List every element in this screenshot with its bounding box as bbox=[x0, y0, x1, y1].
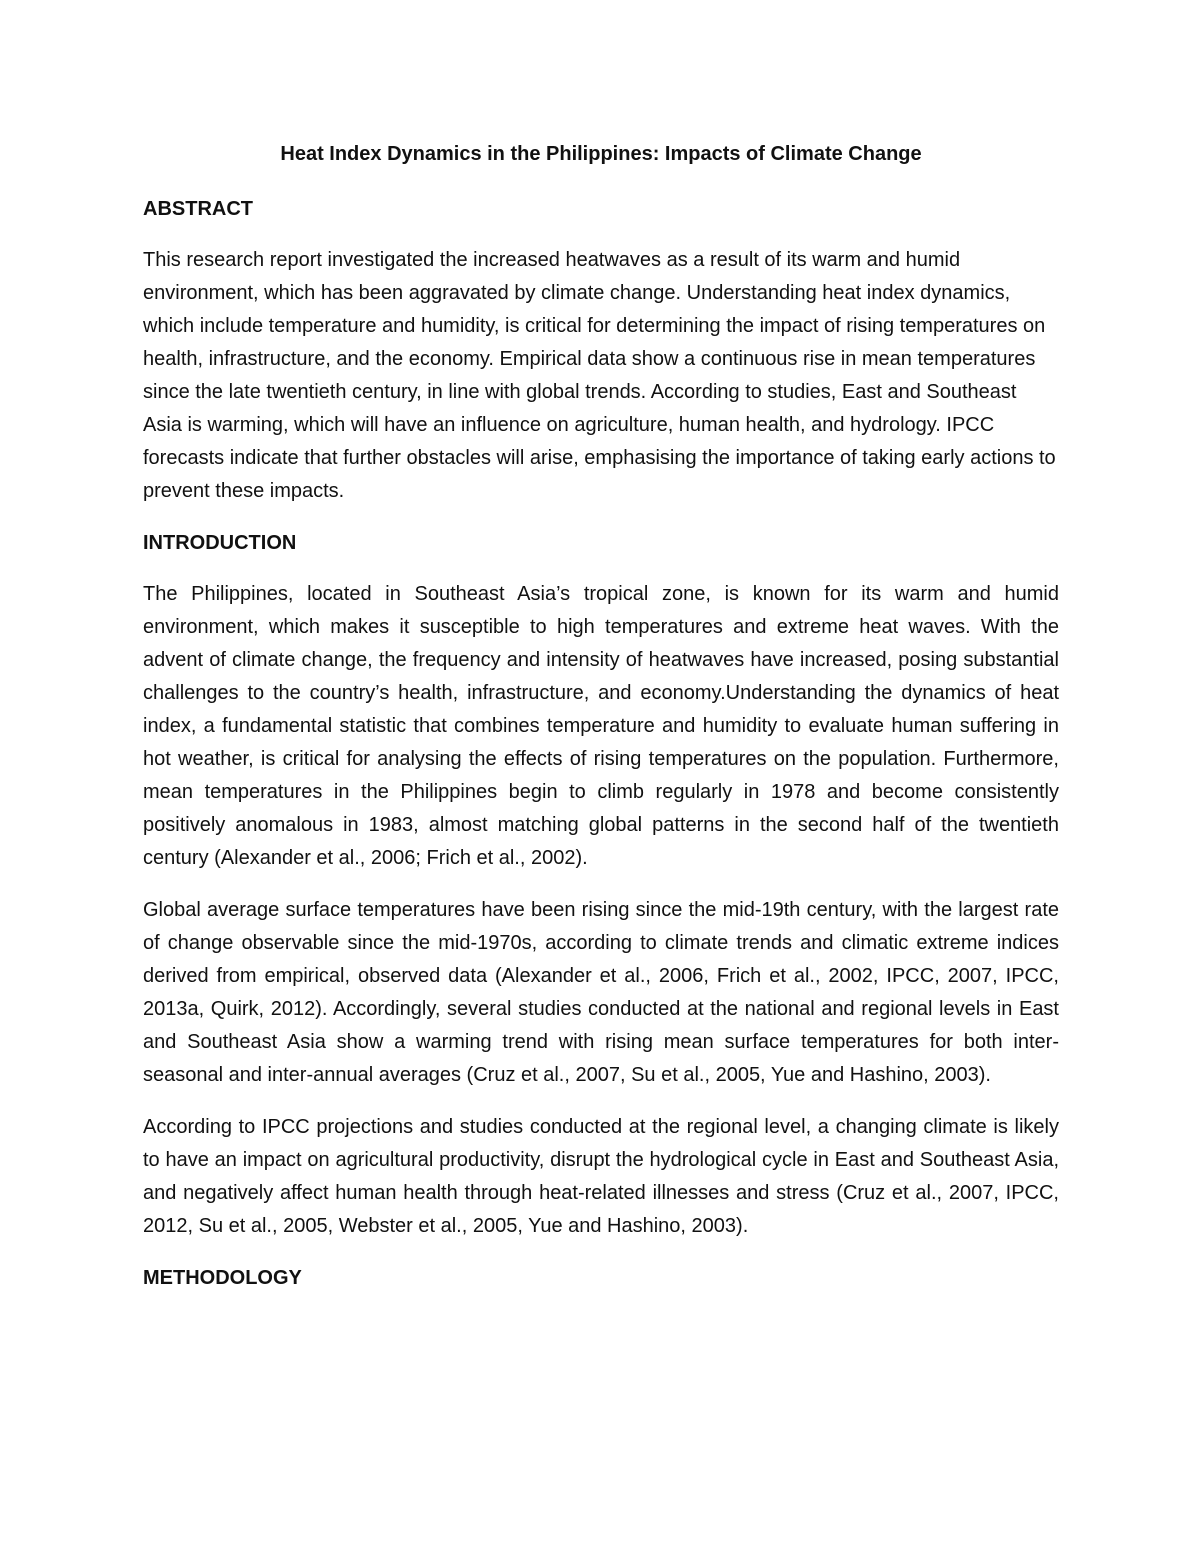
abstract-paragraph: This research report investigated the increased heatwaves as a result of its warm and humid environment, which has been aggravated by climate change. Understanding heat index dynamics, which include temperature and humidity, is critical for determining the impact of rising temperatures on health, infrastructure, and the economy. Empirical data show a continuous rise in mean temperatures since the late twentieth century, in line with global trends. According to studies, East and Southeast Asia is warming, which will have an influence on agriculture, human health, and hydrology. IPCC forecasts indicate that further obstacles will arise, emphasising the importance of taking early actions to prevent these impacts. bbox=[143, 249, 1056, 502]
abstract-heading: ABSTRACT bbox=[143, 198, 253, 220]
document-page bbox=[143, 138, 1059, 1313]
methodology-heading: METHODOLOGY bbox=[143, 1267, 302, 1289]
introduction-heading: INTRODUCTION bbox=[143, 532, 297, 554]
introduction-paragraph-3: According to IPCC projections and studies conducted at the regional level, a changing climate is likely to have an impact on agricultural productivity, disrupt the hydrological cycle in East and Southeast Asia, and negatively affect human health through heat-related illnesses and stress (Cruz et al., 2007, IPCC, 2012, Su et al., 2005, Webster et al., 2005, Yue and Hashino, 2003). bbox=[143, 1116, 1059, 1237]
document-title: Heat Index Dynamics in the Philippines: Impacts of Climate Change bbox=[280, 143, 922, 165]
introduction-paragraph-1: The Philippines, located in Southeast Asia’s tropical zone, is known for its warm and humid environment, which makes it susceptible to high temperatures and extreme heat waves. With the advent of climate change, the frequency and intensity of heatwaves have increased, posing substantial challenges to the country’s health, infrastructure, and economy.Understanding the dynamics of heat index, a fundamental statistic that combines temperature and humidity to evaluate human suffering in hot weather, is critical for analysing the effects of rising temperatures on the population. Furthermore, mean temperatures in the Philippines begin to climb regularly in 1978 and become consistently positively anomalous in 1983, almost matching global patterns in the second half of the twentieth century (Alexander et al., 2006; Frich et al., 2002). bbox=[143, 583, 1059, 869]
introduction-paragraph-2: Global average surface temperatures have been rising since the mid-19th century, with the largest rate of change observable since the mid-1970s, according to climate trends and climatic extreme indices derived from empirical, observed data (Alexander et al., 2006, Frich et al., 2002, IPCC, 2007, IPCC, 2013a, Quirk, 2012). Accordingly, several studies conducted at the national and regional levels in East and Southeast Asia show a warming trend with rising mean surface temperatures for both inter-seasonal and inter-annual averages (Cruz et al., 2007, Su et al., 2005, Yue and Hashino, 2003). bbox=[143, 899, 1059, 1086]
